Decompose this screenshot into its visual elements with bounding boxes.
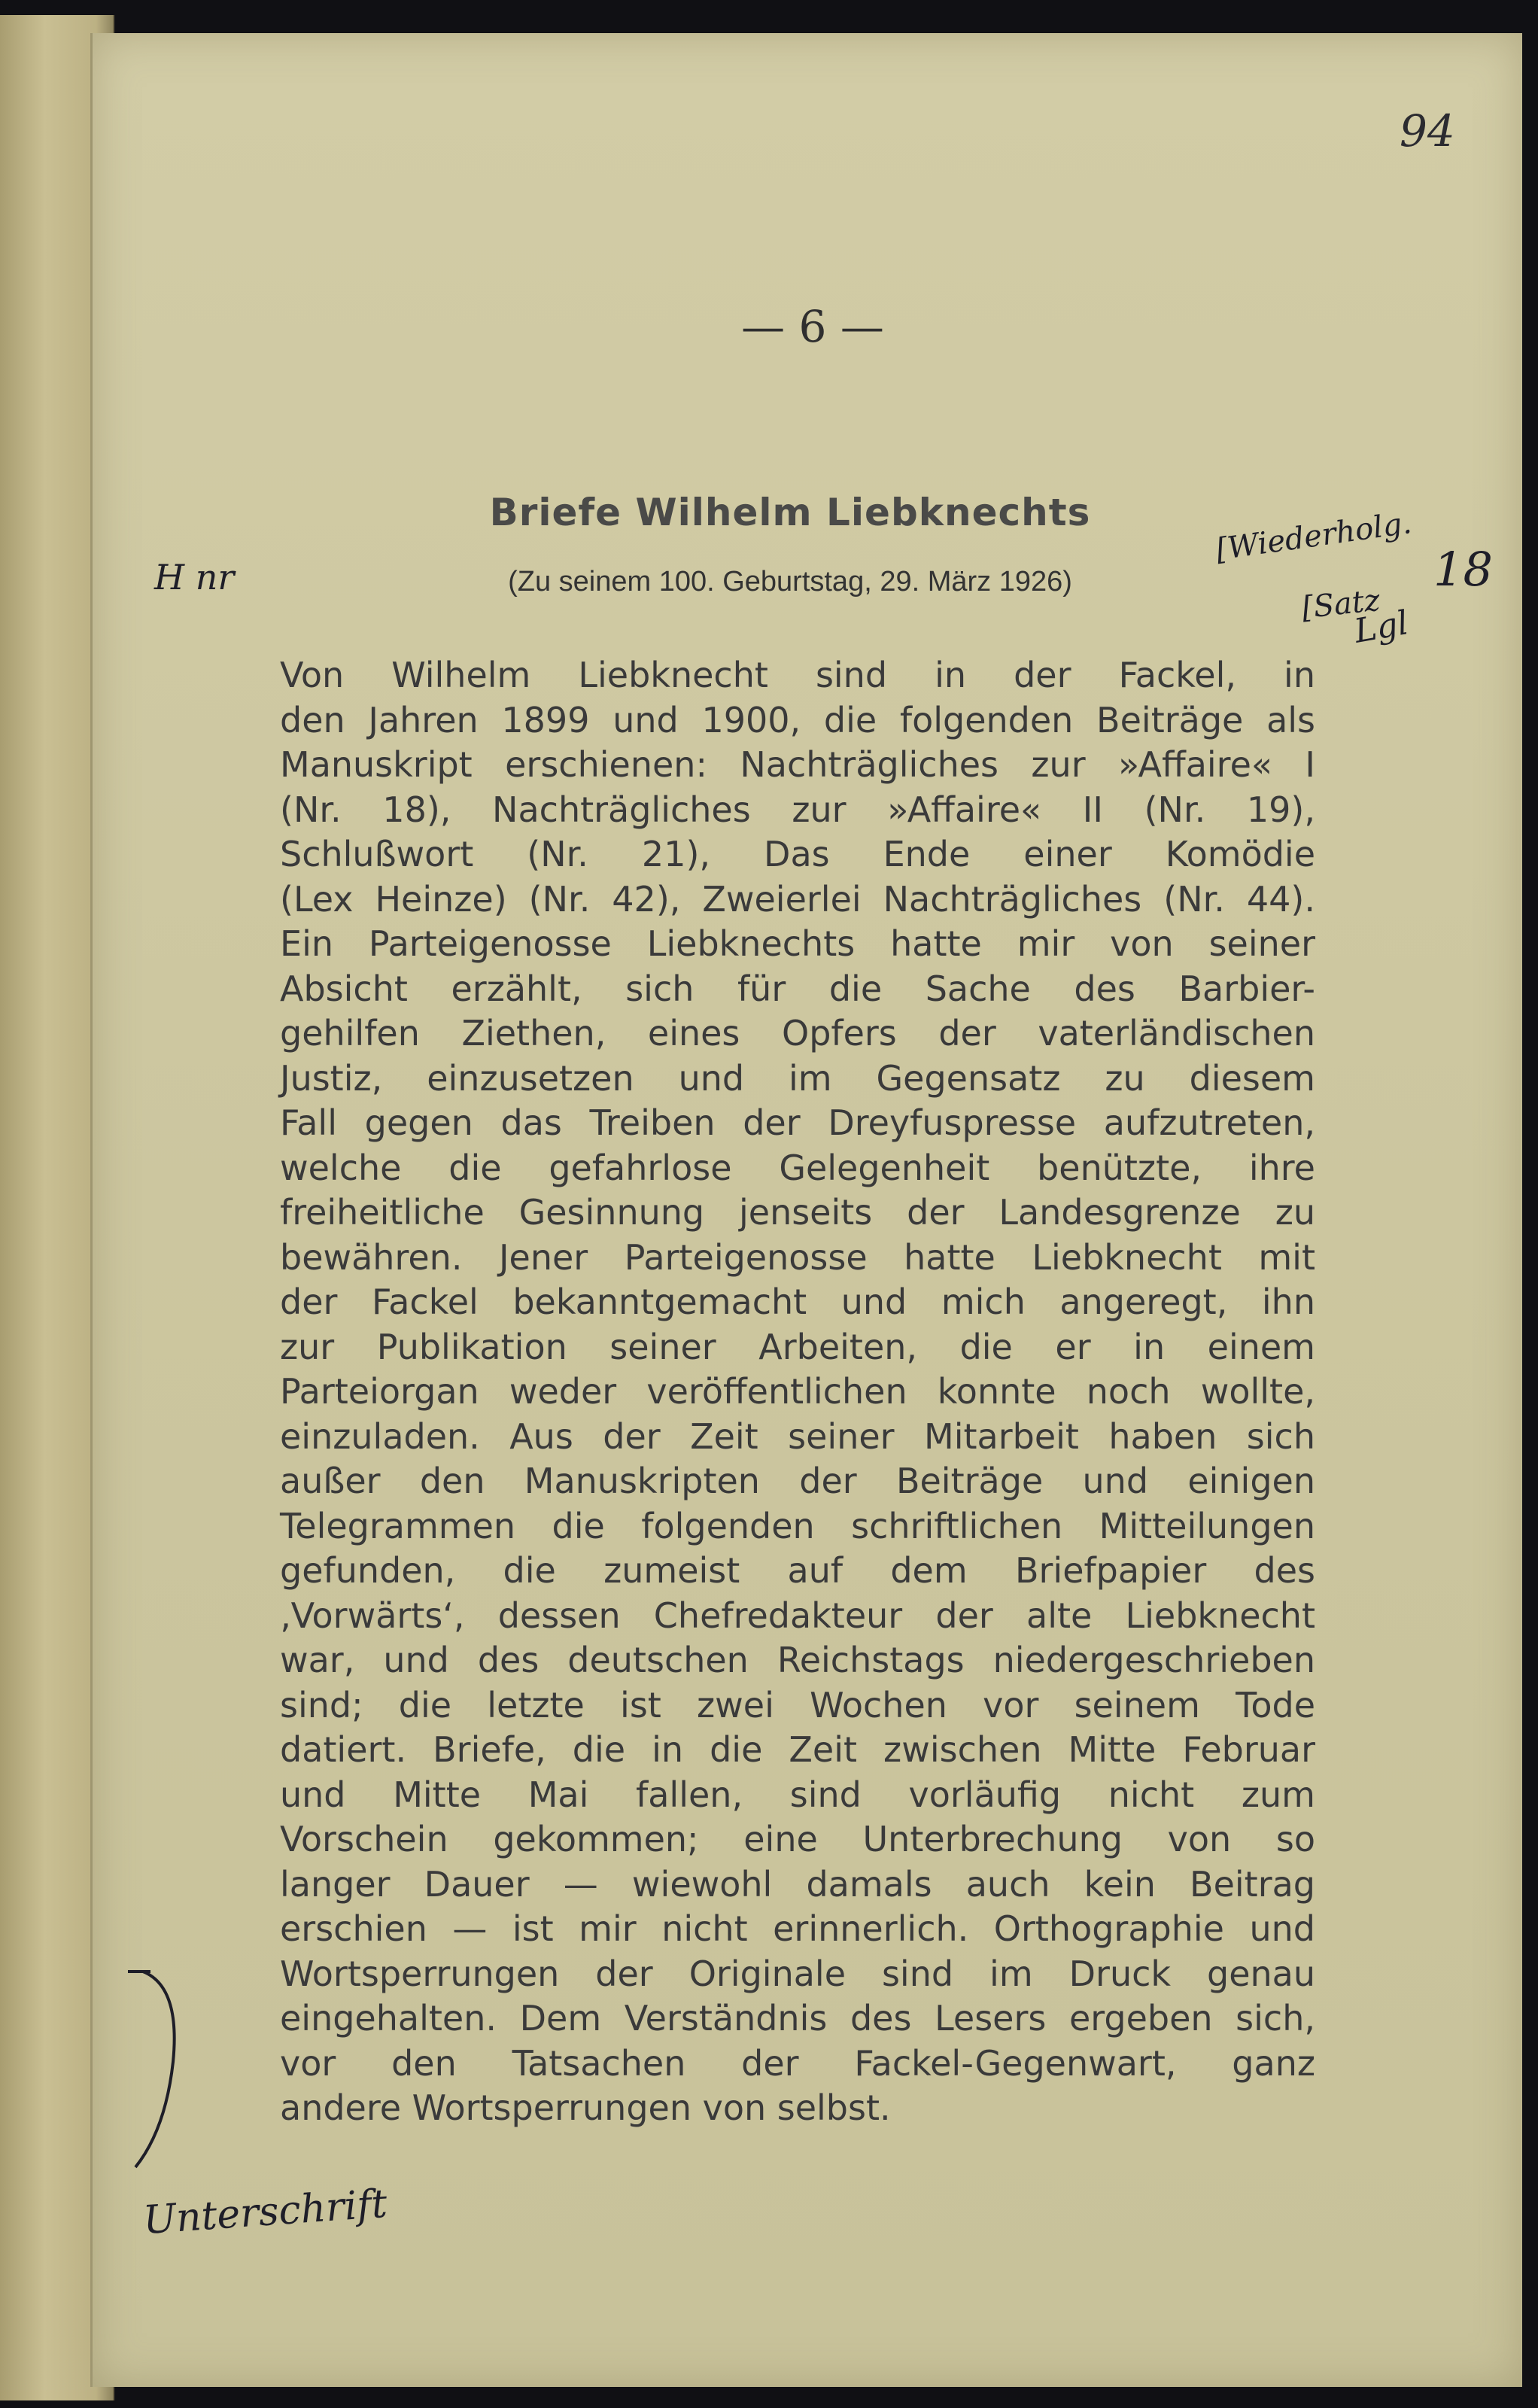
margin-note-right-2: [Satz xyxy=(1299,582,1382,626)
text-line: zur Publikation seiner Arbeiten, die er in einem xyxy=(280,1326,1315,1367)
text-line: sind; die letzte ist zwei Wochen vor seinem Tode xyxy=(280,1684,1315,1725)
text-line: Absicht erzählt, sich für die Sache des Barbier- xyxy=(280,968,1315,1009)
text-line: Manuskript erschienen: Nachträgliches zur »Affaire« I xyxy=(280,744,1315,785)
text-line: den Jahren 1899 und 1900, die folgenden Beiträge als xyxy=(280,699,1315,740)
text-line: ‚Vorwärts‘, dessen Chefredakteur der alte Liebknecht xyxy=(280,1595,1315,1636)
text-line: Von Wilhelm Liebknecht sind in der Fackel, in xyxy=(280,655,1315,695)
text-line: eingehalten. Dem Verständnis des Lesers ergeben sich, xyxy=(280,1998,1315,2039)
text-line: Fall gegen das Treiben der Dreyfuspresse aufzutreten, xyxy=(280,1102,1315,1143)
text-line: Wortsperrungen der Originale sind im Druck genau xyxy=(280,1953,1315,1994)
margin-note-right-3: 18 xyxy=(1433,542,1493,597)
page-number: — 6 — xyxy=(741,301,884,352)
text-line: (Lex Heinze) (Nr. 42), Zweierlei Nachträgliches (Nr. 44). xyxy=(280,878,1315,920)
text-line: erschien — ist mir nicht erinnerlich. Orthographie und xyxy=(280,1908,1315,1949)
text-line: Schlußwort (Nr. 21), Das Ende einer Komödie xyxy=(280,834,1315,874)
text-line: gehilfen Ziethen, eines Opfers der vaterländischen xyxy=(280,1013,1315,1054)
folio-number: 94 xyxy=(1400,105,1455,157)
text-line: der Fackel bekanntgemacht und mich angeregt, ihn xyxy=(280,1282,1315,1322)
text-line: einzuladen. Aus der Zeit seiner Mitarbeit haben sich xyxy=(280,1415,1315,1457)
margin-note-bottom: Unterschrift xyxy=(141,2181,389,2244)
text-line: Vorschein gekommen; eine Unterbrechung von so xyxy=(280,1819,1315,1859)
text-line: Ein Parteigenosse Liebknechts hatte mir von seiner xyxy=(280,923,1315,964)
margin-note-left: H nr xyxy=(154,557,235,597)
text-line: gefunden, die zumeist auf dem Briefpapier des xyxy=(280,1550,1315,1591)
text-line: freiheitliche Gesinnung jenseits der Landesgrenze zu xyxy=(280,1192,1315,1233)
article-subtitle: (Zu seinem 100. Geburtstag, 29. März 1926) xyxy=(508,566,1072,597)
margin-bracket-mark xyxy=(128,1956,188,2182)
text-line: und Mitte Mai fallen, sind vorläufig nicht zum xyxy=(280,1774,1315,1815)
body-text xyxy=(280,653,1315,2131)
text-line: war, und des deutschen Reichstags niedergeschrieben xyxy=(280,1640,1315,1680)
text-line: andere Wortsperrungen von selbst. xyxy=(280,2087,891,2128)
text-line: vor den Tatsachen der Fackel-Gegenwart, ganz xyxy=(280,2042,1315,2084)
text-line: Parteiorgan weder veröffentlichen konnte noch wollte, xyxy=(280,1371,1315,1412)
text-line: außer den Manuskripten der Beiträge und einigen xyxy=(280,1461,1315,1501)
text-line: (Nr. 18), Nachträgliches zur »Affaire« II (Nr. 19), xyxy=(280,789,1315,830)
margin-note-right-1: [Wiederholg. xyxy=(1214,506,1414,567)
article-title: Briefe Wilhelm Liebknechts xyxy=(489,491,1091,534)
text-line: bewähren. Jener Parteigenosse hatte Liebknecht mit xyxy=(280,1236,1315,1278)
text-line: Justiz, einzusetzen und im Gegensatz zu diesem xyxy=(280,1057,1315,1099)
text-line: welche die gefahrlose Gelegenheit benützte, ihre xyxy=(280,1147,1315,1188)
margin-note-right-4: Lgl xyxy=(1351,604,1412,651)
text-line: Telegrammen die folgenden schriftlichen Mitteilungen xyxy=(280,1505,1315,1546)
text-line: datiert. Briefe, die in die Zeit zwischen Mitte Februar xyxy=(280,1729,1315,1770)
text-line: langer Dauer — wiewohl damals auch kein Beitrag xyxy=(280,1863,1315,1905)
